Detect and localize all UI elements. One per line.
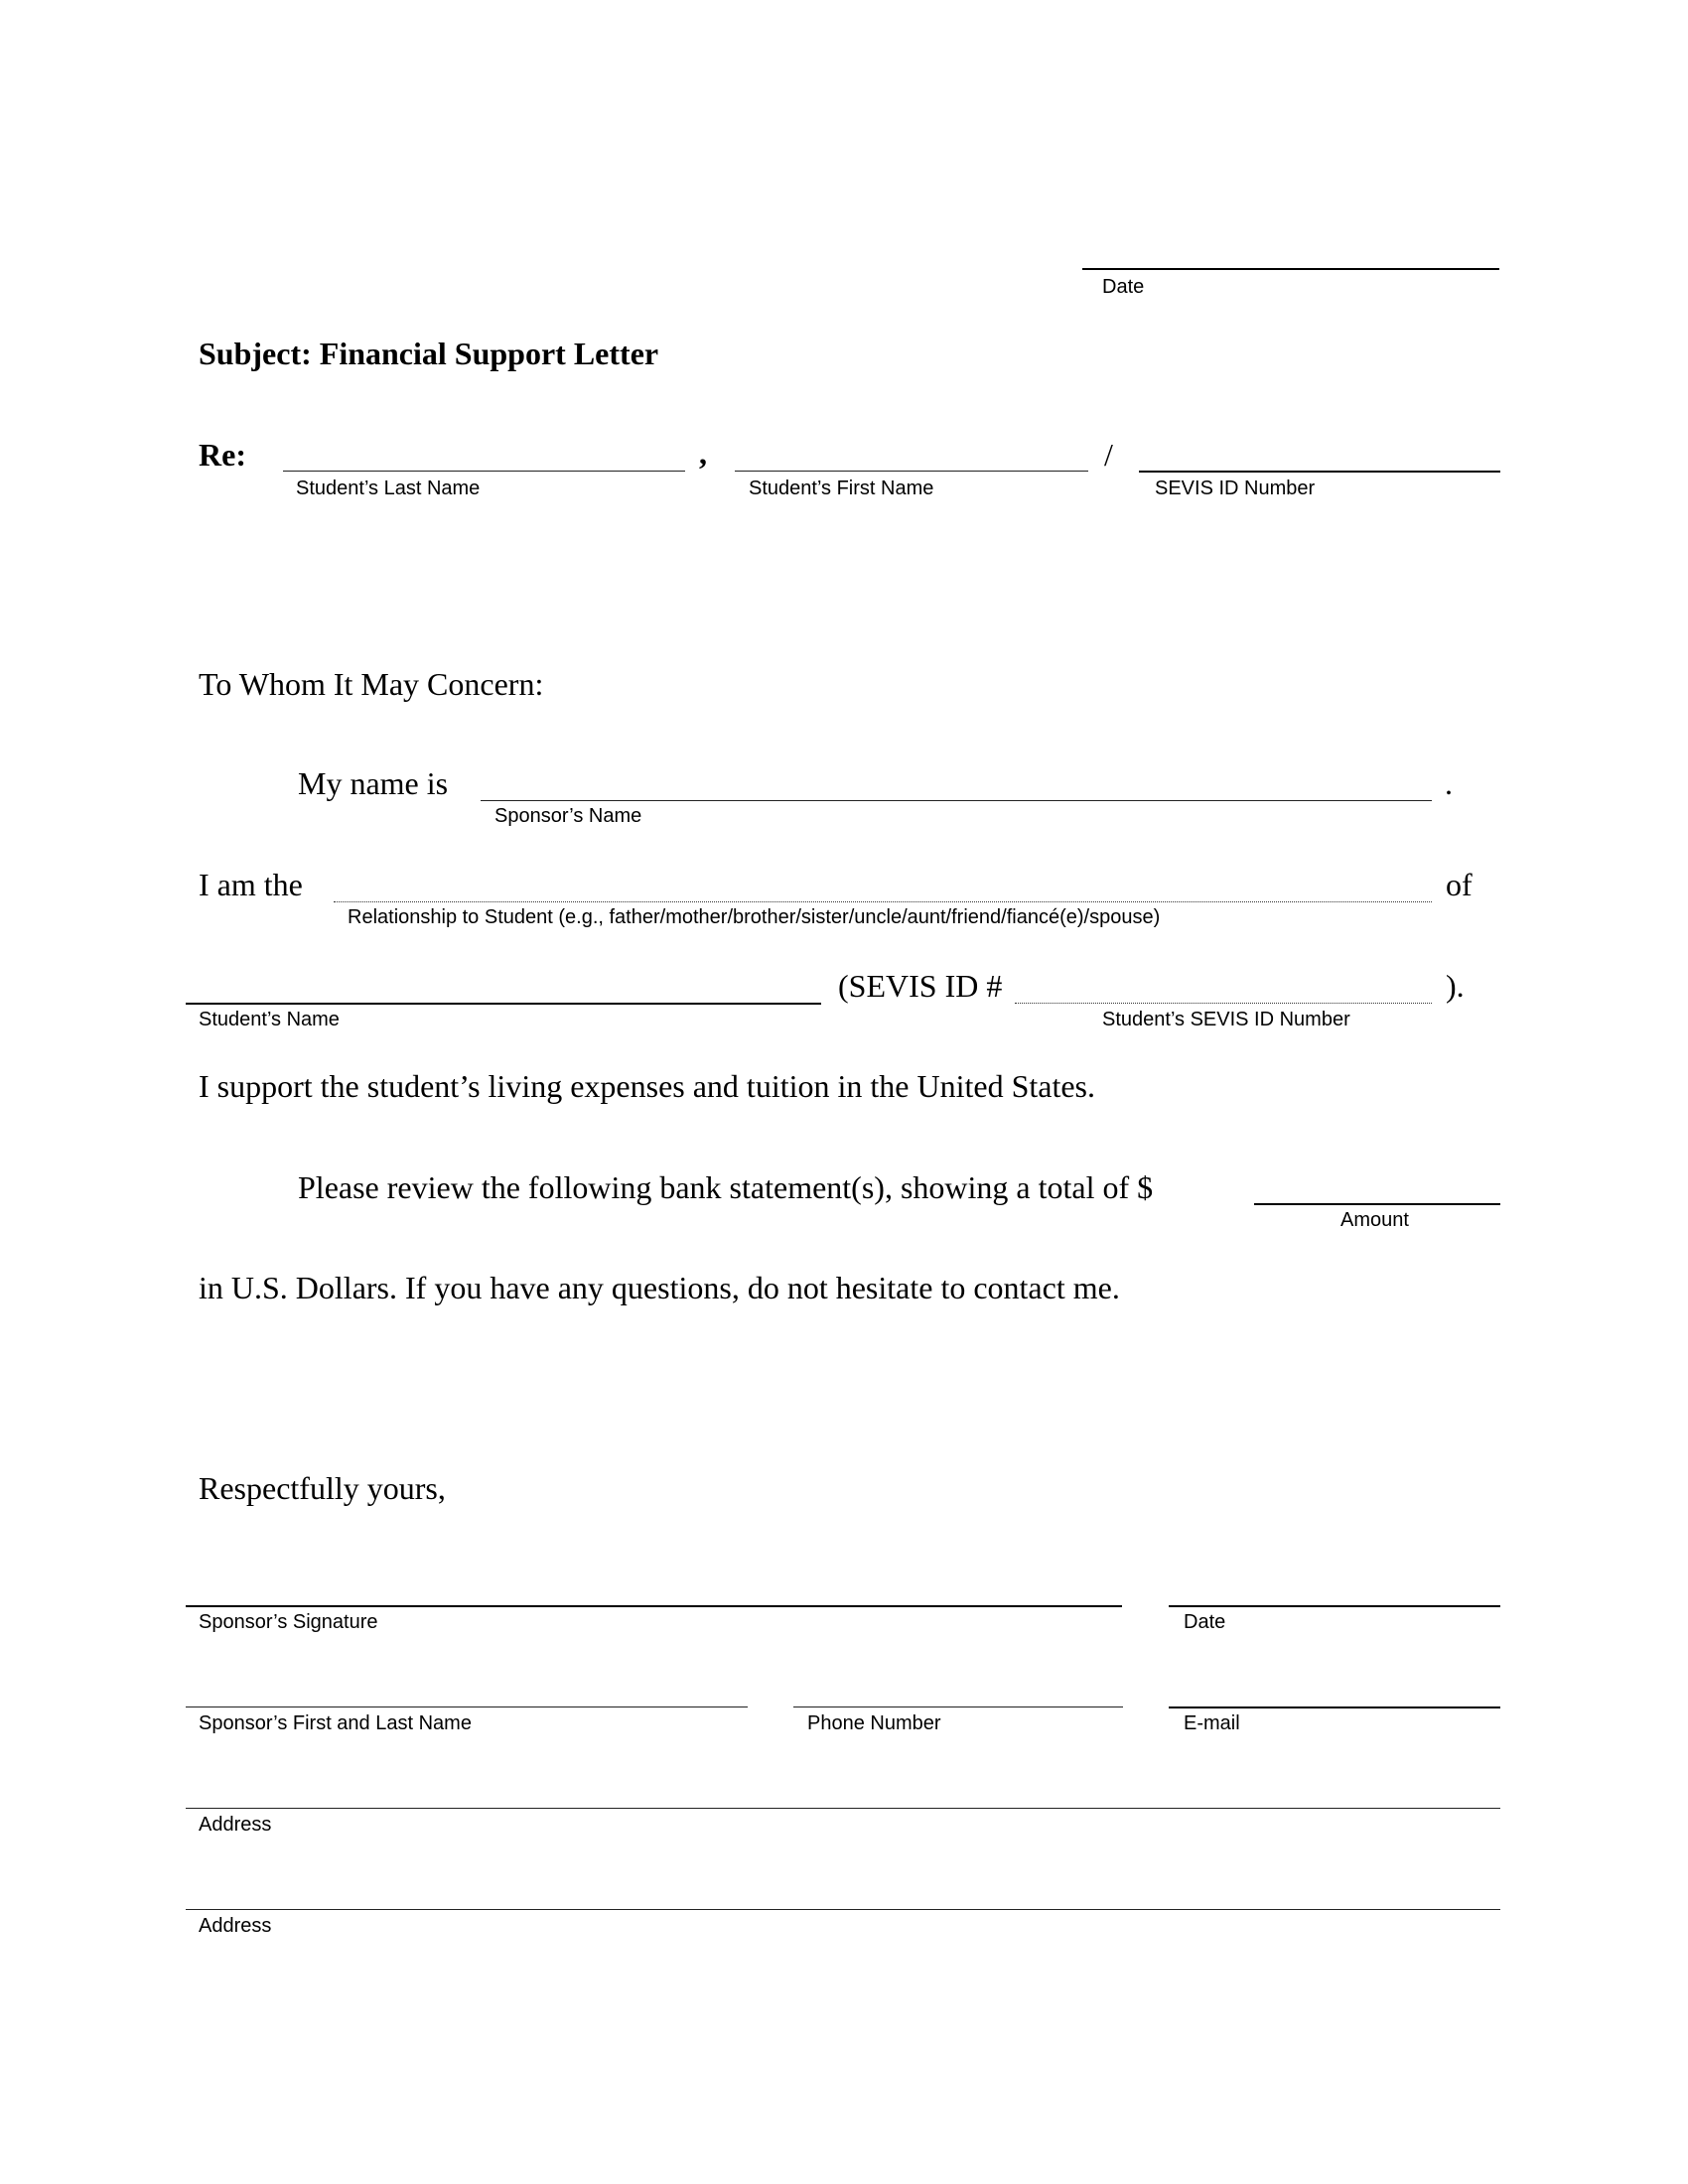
sponsor-name-label: Sponsor’s Name (494, 805, 642, 827)
i-am-the-text: I am the (199, 867, 303, 902)
phone-field[interactable] (793, 1706, 1123, 1707)
address-label-2: Address (199, 1915, 272, 1937)
student-name-label: Student’s Name (199, 1009, 340, 1030)
sevis-id-field[interactable] (1139, 471, 1500, 473)
address-field-2[interactable] (186, 1909, 1500, 1910)
sponsor-name-period: . (1445, 765, 1453, 801)
salutation: To Whom It May Concern: (199, 666, 544, 702)
phone-label: Phone Number (807, 1712, 941, 1734)
signature-date-label: Date (1184, 1611, 1226, 1633)
date-label: Date (1102, 276, 1145, 298)
sevis-id-label: SEVIS ID Number (1155, 478, 1316, 499)
sponsor-name-field[interactable] (481, 800, 1432, 801)
relationship-label: Relationship to Student (e.g., father/mother/brother/sister/uncle/aunt/friend/fiancé(e)/spouse) (348, 906, 1161, 928)
re-comma: , (699, 435, 707, 471)
address-field-1[interactable] (186, 1808, 1500, 1809)
amount-field[interactable] (1254, 1203, 1500, 1205)
student-first-name-field[interactable] (735, 471, 1088, 472)
support-sentence: I support the student’s living expenses and tuition in the United States. (199, 1068, 1095, 1104)
valediction: Respectfully yours, (199, 1470, 446, 1506)
sevis-close-text: ). (1446, 968, 1465, 1004)
relationship-field[interactable] (334, 901, 1432, 902)
re-slash: / (1104, 437, 1113, 473)
sponsor-full-name-label: Sponsor’s First and Last Name (199, 1712, 472, 1734)
student-last-name-label: Student’s Last Name (296, 478, 481, 499)
of-text: of (1446, 867, 1473, 902)
review-sentence: Please review the following bank statement(s), showing a total of $ (298, 1169, 1154, 1205)
re-label: Re: (199, 437, 246, 473)
my-name-is-text: My name is (298, 765, 449, 801)
subject-heading: Subject: Financial Support Letter (199, 336, 659, 371)
closing-sentence: in U.S. Dollars. If you have any questions, do not hesitate to contact me. (199, 1270, 1120, 1305)
date-field[interactable] (1082, 268, 1499, 270)
student-last-name-field[interactable] (283, 471, 685, 472)
student-first-name-label: Student’s First Name (749, 478, 934, 499)
student-name-field[interactable] (186, 1003, 821, 1005)
signature-label: Sponsor’s Signature (199, 1611, 378, 1633)
sevis-open-text: (SEVIS ID # (838, 968, 1003, 1004)
student-sevis-field[interactable] (1015, 1003, 1432, 1004)
address-label-1: Address (199, 1814, 272, 1836)
email-field[interactable] (1169, 1706, 1500, 1708)
amount-label: Amount (1340, 1209, 1409, 1231)
email-label: E-mail (1184, 1712, 1240, 1734)
student-sevis-label: Student’s SEVIS ID Number (1102, 1009, 1350, 1030)
signature-date-field[interactable] (1169, 1605, 1500, 1607)
sponsor-full-name-field[interactable] (186, 1706, 748, 1707)
signature-field[interactable] (186, 1605, 1122, 1607)
